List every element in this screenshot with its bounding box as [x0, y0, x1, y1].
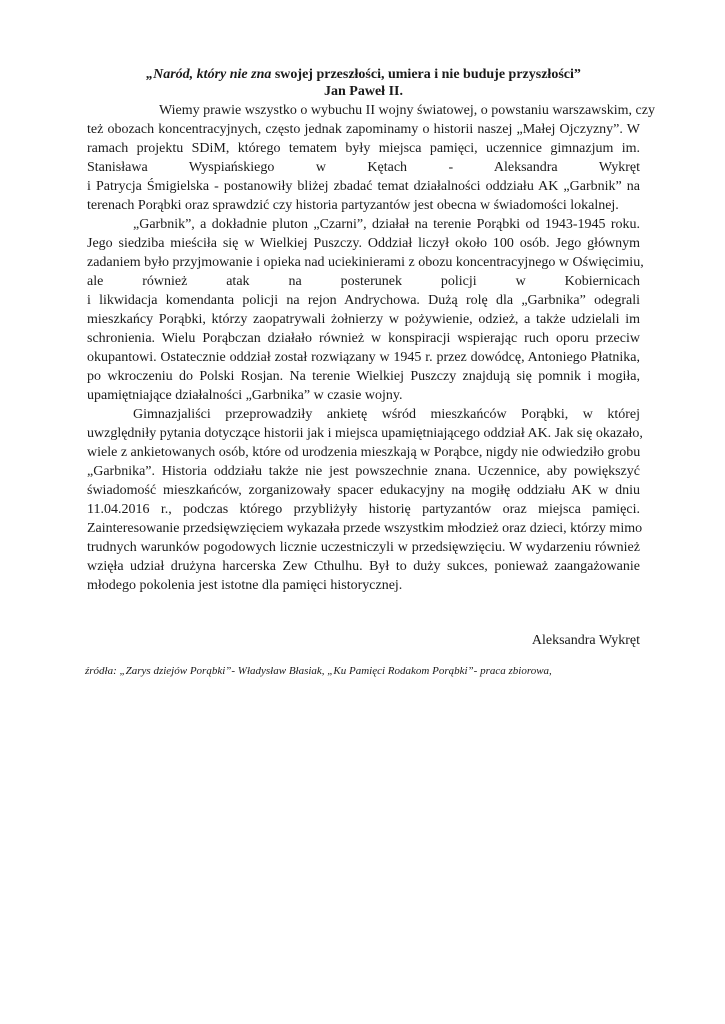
document-page — [85, 66, 655, 678]
text-line: młodego pokolenia jest istotne dla pamięci historycznej. — [87, 578, 403, 593]
text-line: schronienia. Wielu Porąbczan działało również w konspiracji wspierając ruch oporu przeciw — [87, 331, 640, 346]
text-line: Jego siedziba mieściła się w Wielkiej Puszczy. Oddział liczył około 100 osób. Jego głównym — [87, 236, 640, 251]
text-line: ale również atak na posterunek policji w Kobiernicach — [87, 274, 640, 289]
paragraph-survey — [87, 405, 643, 595]
text-line: „Garbnika”. Historia oddziału także nie jest powszechnie znana. Uczennice, aby powiększyć — [87, 464, 640, 479]
text-line: i Patrycja Śmigielska - postanowiły bliżej zbadać temat działalności oddziału AK „Garbnik” na — [87, 179, 640, 194]
text-line: i likwidacja komendanta policji na rejon Andrychowa. Dużą rolę dla „Garbnika” odegrali — [87, 293, 640, 308]
text-line: świadomość mieszkańców, zorganizowały spacer edukacyjny na mogiłę oddziału AK w dniu — [87, 483, 640, 498]
motto-quote — [87, 66, 640, 83]
paragraph-intro — [87, 101, 655, 215]
author-signature: Aleksandra Wykręt — [531, 633, 640, 648]
text-line: po wkroczeniu do Polski Rosjan. Na terenie Wielkiej Puszczy znajdują się pomnik i mogiła, — [87, 369, 640, 384]
text-line: 11.04.2016 r., podczas którego przybliżyły historię partyzantów oraz miejsca pamięci. — [87, 502, 640, 517]
text-line: „Garbnik”, a dokładnie pluton „Czarni”, działał na terenie Porąbki od 1943-1945 roku. — [133, 217, 640, 232]
paragraph-garbnik-history — [87, 215, 644, 405]
text-line: mieszkańcy Porąbki, którzy zaopatrywali żołnierzy w pożywienie, odzież, a także udzielali im — [87, 312, 640, 327]
text-line: Stanisława Wyspiańskiego w Kętach - Aleksandra Wykręt — [87, 160, 640, 175]
motto-quote-bold: swojej przeszłości, umiera i nie buduje przyszłości” — [271, 67, 581, 82]
text-line: ramach projektu SDiM, którego tematem były miejsca pamięci, uczennice gimnazjum im. — [87, 141, 640, 156]
text-line: Zainteresowanie przedsięwzięciem wykazała przede wszystkim młodzież oraz dzieci, którzy mimo — [87, 521, 643, 536]
text-line: okupantowi. Ostatecznie oddział został rozwiązany w 1945 r. przez dowódcę, Antoniego Płatnika, — [87, 350, 640, 365]
text-line: uwzględniły pytania dotyczące historii jak i miejsca upamiętniającego oddział AK. Jak się okazało, — [87, 426, 643, 441]
text-line: trudnych warunków pogodowych licznie uczestniczyli w przedsięwzięciu. W wydarzeniu również — [87, 540, 640, 555]
motto-author: Jan Paweł II. — [324, 84, 403, 99]
text-line: też obozach koncentracyjnych, często jednak zapominamy o historii naszej „Małej Ojczyzny”. W — [87, 122, 640, 137]
text-line: upamiętniające działalności „Garbnika” w czasie wojny. — [87, 388, 403, 403]
text-line: Wiemy prawie wszystko o wybuchu II wojny światowej, o powstaniu warszawskim, czy — [159, 103, 655, 118]
motto-quote-italic: „Naród, który nie zna — [146, 67, 272, 82]
text-line: terenach Porąbki oraz sprawdzić czy historia partyzantów jest obecna w świadomości lokalnej. — [87, 198, 619, 213]
text-line: wzięła udział drużyna harcerska Zew Cthulhu. Był to duży sukces, ponieważ zaangażowanie — [87, 559, 640, 574]
text-line: wiele z ankietowanych osób, które od urodzenia mieszkają w Porąbce, nigdy nie odwiedziło grobu — [87, 445, 641, 460]
text-line: zadaniem było przyjmowanie i opieka nad uciekinierami z obozu koncentracyjnego w Oświęcimiu, — [87, 255, 644, 270]
sources-note: źródła: „Zarys dziejów Porąbki”- Władysław Błasiak, „Ku Pamięci Rodakom Porąbki”- praca zbiorowa, — [85, 665, 552, 677]
text-line: Gimnazjaliści przeprowadziły ankietę wśród mieszkańców Porąbki, w której — [133, 407, 640, 422]
